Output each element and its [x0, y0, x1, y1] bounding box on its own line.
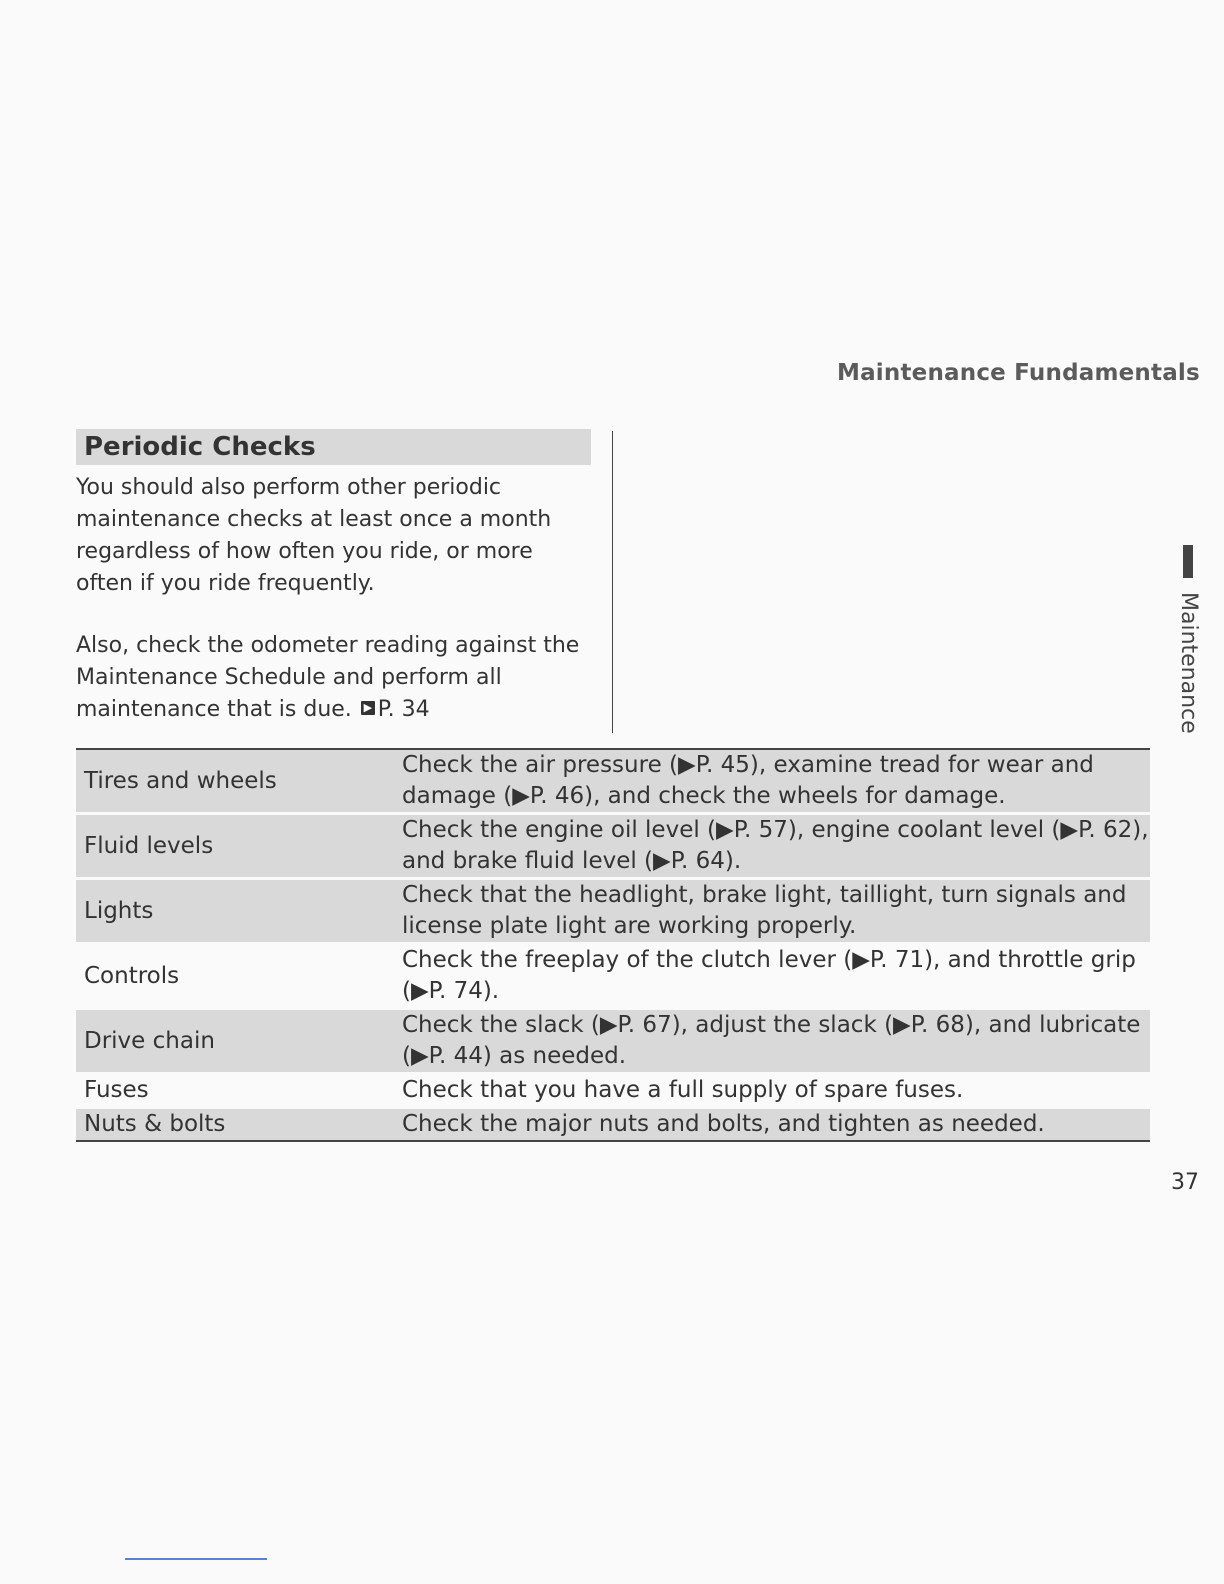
table-row — [76, 1075, 1150, 1106]
check-item: Fluid levels — [84, 832, 214, 859]
intro-paragraph-2 — [76, 630, 596, 726]
check-description: Check the major nuts and bolts, and tighten as needed. — [402, 1111, 1045, 1137]
table-row — [76, 1109, 1150, 1140]
page-reference-icon: ▶ — [361, 701, 375, 715]
check-description: Check that you have a full supply of spare fuses. — [402, 1077, 964, 1103]
check-item: Drive chain — [84, 1027, 215, 1054]
periodic-checks-heading — [76, 429, 591, 465]
side-tab-marker — [1183, 545, 1193, 578]
check-description: Check that the headlight, brake light, taillight, turn signals and license plate light are working properly. — [402, 882, 1127, 939]
periodic-checks-title: Periodic Checks — [84, 432, 316, 462]
check-description: Check the freeplay of the clutch lever (▶P. 71), and throttle grip (▶P. 74). — [402, 947, 1136, 1004]
footer-line — [125, 1558, 267, 1560]
check-item: Fuses — [84, 1077, 149, 1103]
page-number: 37 — [1171, 1170, 1199, 1195]
table-row — [76, 815, 1150, 877]
periodic-checks-table — [76, 748, 1150, 1142]
side-tab-label: Maintenance — [1176, 592, 1201, 734]
check-description: Check the air pressure (▶P. 45), examine tread for wear and damage (▶P. 46), and check the wheels for damage. — [402, 752, 1094, 809]
check-description: Check the engine oil level (▶P. 57), engine coolant level (▶P. 62), and brake fluid level (▶P. 64). — [402, 817, 1149, 874]
check-item: Tires and wheels — [84, 767, 277, 794]
table-row — [76, 750, 1150, 812]
column-divider — [612, 431, 613, 733]
intro-paragraph-2-ref: P. 34 — [377, 697, 430, 722]
periodic-checks-intro — [76, 472, 596, 726]
section-title: Maintenance Fundamentals — [837, 360, 1200, 386]
intro-paragraph-1: You should also perform other periodic maintenance checks at least once a month regardless of how often you ride, or more often if you ride frequently. — [76, 475, 552, 596]
table-row — [76, 880, 1150, 942]
check-item: Lights — [84, 897, 154, 924]
table-row — [76, 945, 1150, 1007]
check-item: Nuts & bolts — [84, 1111, 226, 1137]
check-item: Controls — [84, 962, 180, 989]
intro-paragraph-2-text: Also, check the odometer reading against the Maintenance Schedule and perform all maintenance that is due. — [76, 633, 580, 722]
table-row — [76, 1010, 1150, 1072]
check-description: Check the slack (▶P. 67), adjust the slack (▶P. 68), and lubricate (▶P. 44) as needed. — [402, 1012, 1141, 1069]
